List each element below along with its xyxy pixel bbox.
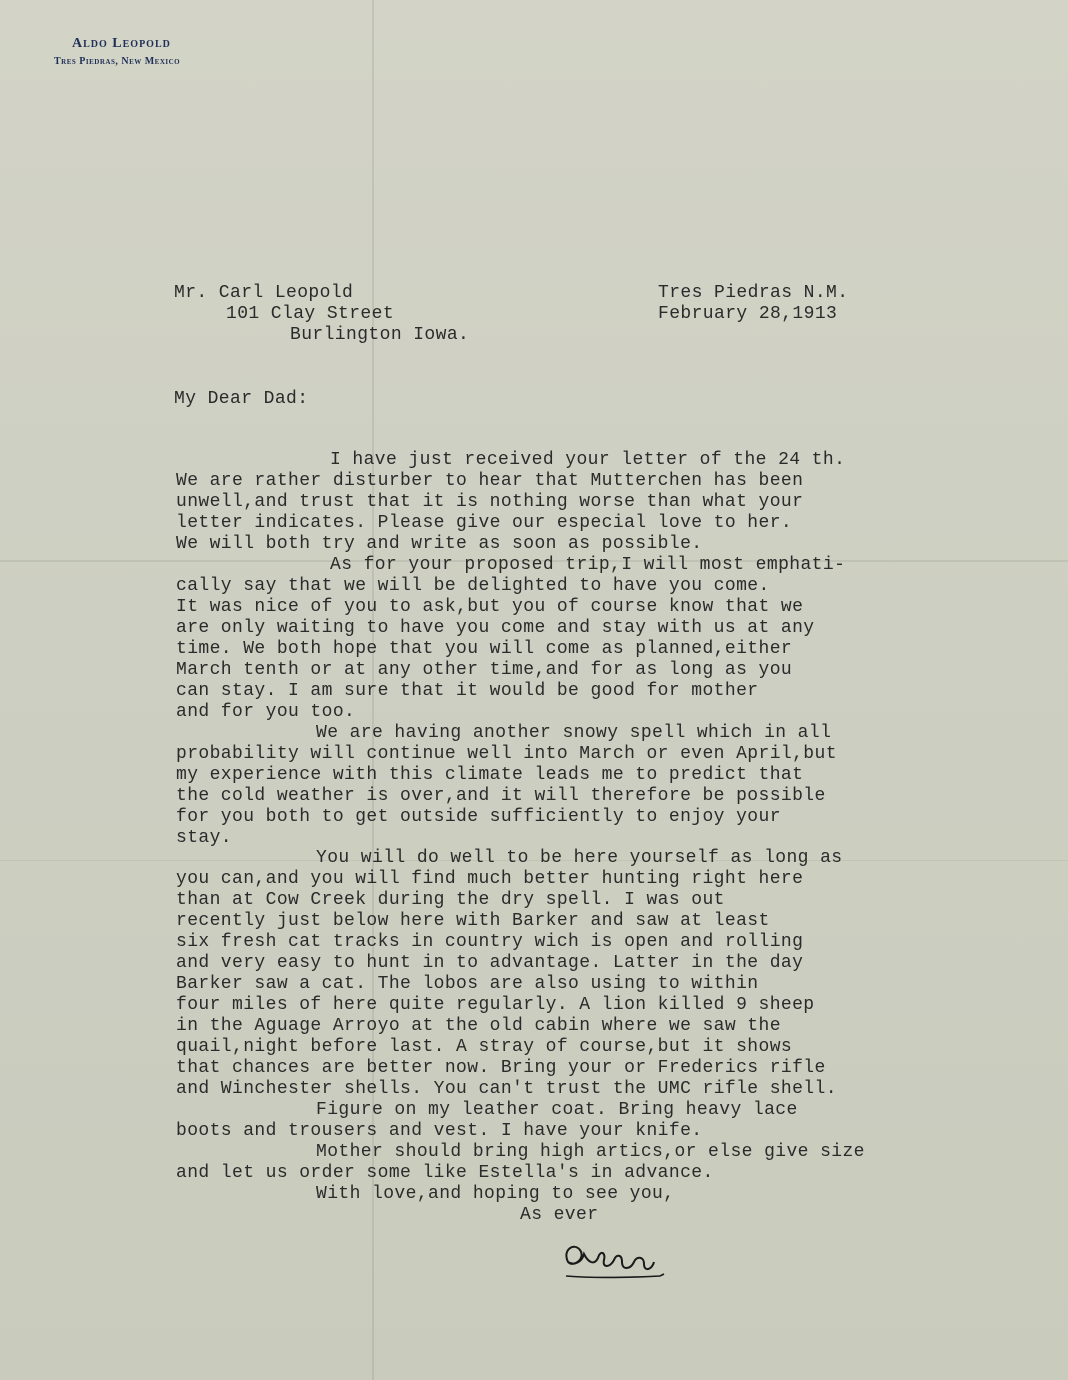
body-line: six fresh cat tracks in country wich is open and rolling [176, 932, 804, 952]
body-line: and let us order some like Estella's in advance. [176, 1163, 714, 1183]
letterhead-place: Tres Piedras, New Mexico [54, 56, 181, 67]
body-line: You will do well to be here yourself as long as [316, 848, 843, 868]
body-line: recently just below here with Barker and saw at least [176, 911, 770, 931]
body-line: for you both to get outside sufficiently to enjoy your [176, 807, 781, 827]
body-line: four miles of here quite regularly. A lion killed 9 sheep [176, 995, 815, 1015]
body-line: unwell,and trust that it is nothing worse than what your [176, 492, 804, 512]
body-line: and very easy to hunt in to advantage. Latter in the day [176, 953, 804, 973]
body-line: my experience with this climate leads me to predict that [176, 765, 804, 785]
body-line: can stay. I am sure that it would be good for mother [176, 681, 759, 701]
sender-place: Tres Piedras N.M. [658, 283, 849, 303]
body-line: and Winchester shells. You can't trust the UMC rifle shell. [176, 1079, 837, 1099]
body-line: probability will continue well into March or even April,but [176, 744, 837, 764]
body-line: the cold weather is over,and it will therefore be possible [176, 786, 826, 806]
signature-mark [560, 1232, 670, 1292]
body-line: you can,and you will find much better hunting right here [176, 869, 804, 889]
letter-date: February 28,1913 [658, 304, 838, 324]
body-line: that chances are better now. Bring your or Frederics rifle [176, 1058, 826, 1078]
body-line: Figure on my leather coat. Bring heavy lace [316, 1100, 798, 1120]
body-line: letter indicates. Please give our especial love to her. [176, 513, 793, 533]
body-line: quail,night before last. A stray of course,but it shows [176, 1037, 793, 1057]
body-line: With love,and hoping to see you, [316, 1184, 675, 1204]
closing: As ever [520, 1205, 599, 1225]
body-line: It was nice of you to ask,but you of course know that we [176, 597, 804, 617]
recipient-street: 101 Clay Street [226, 304, 395, 324]
body-line: Barker saw a cat. The lobos are also using to within [176, 974, 759, 994]
body-line: We are rather disturber to hear that Mutterchen has been [176, 471, 804, 491]
recipient-name: Mr. Carl Leopold [174, 283, 354, 303]
salutation: My Dear Dad: [174, 389, 309, 409]
body-line: We will both try and write as soon as possible. [176, 534, 703, 554]
body-line: than at Cow Creek during the dry spell. I was out [176, 890, 725, 910]
letterhead-name: Aldo Leopold [72, 36, 171, 51]
body-line: in the Aguage Arroyo at the old cabin where we saw the [176, 1016, 781, 1036]
recipient-city: Burlington Iowa. [290, 325, 470, 345]
body-line: cally say that we will be delighted to have you come. [176, 576, 770, 596]
body-line: boots and trousers and vest. I have your knife. [176, 1121, 703, 1141]
body-line: March tenth or at any other time,and for as long as you [176, 660, 793, 680]
body-line: and for you too. [176, 702, 356, 722]
body-line: time. We both hope that you will come as planned,either [176, 639, 793, 659]
body-line: We are having another snowy spell which in all [316, 723, 832, 743]
body-line: As for your proposed trip,I will most emphati- [330, 555, 846, 575]
body-line: I have just received your letter of the 24 th. [330, 450, 846, 470]
body-line: are only waiting to have you come and stay with us at any [176, 618, 815, 638]
body-line: stay. [176, 828, 233, 848]
body-line: Mother should bring high artics,or else give size [316, 1142, 865, 1162]
